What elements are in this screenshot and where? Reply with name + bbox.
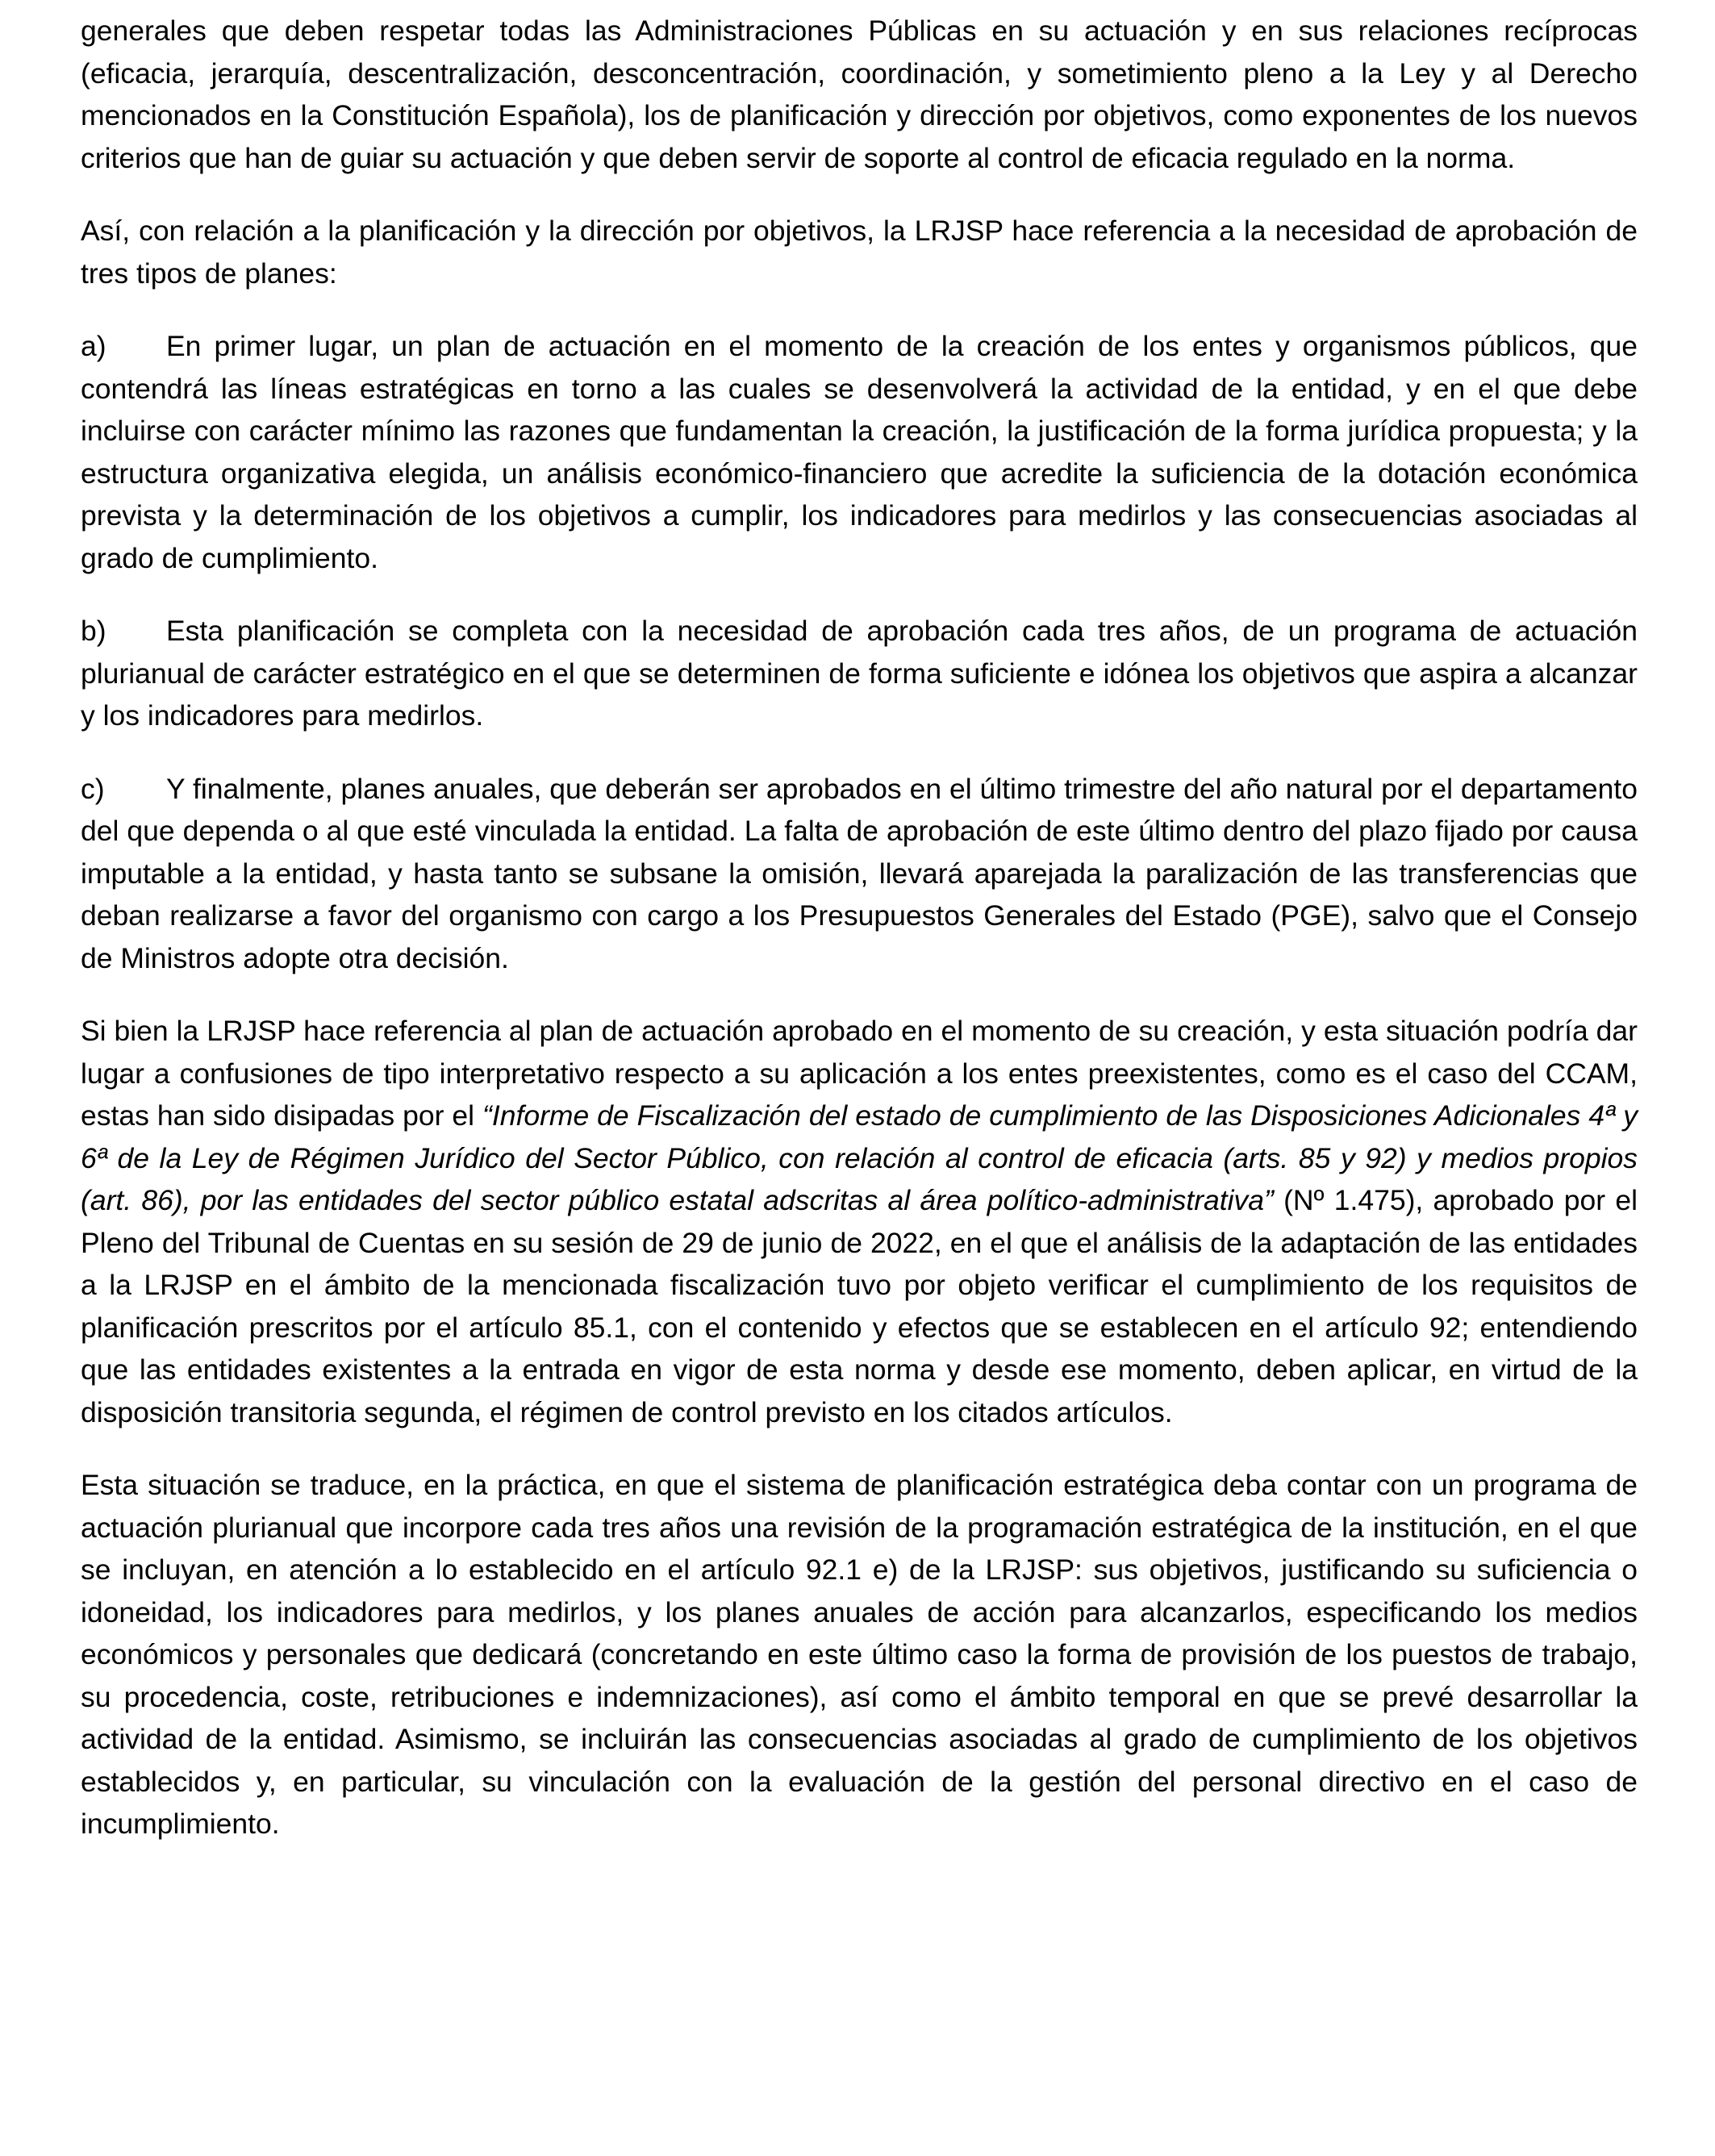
list-item-a: [81, 325, 1638, 579]
list-item-a-text: En primer lugar, un plan de actuación en el momento de la creación de los entes y organismos públicos, que contendrá las líneas estratégicas en torno a las cuales se desenvolverá la actividad de la entidad, y en el que debe incluirse con carácter mínimo las razones que fundamentan la creación, la justificación de la forma jurídica propuesta; y la estructura organizativa elegida, un análisis económico-financiero que acredite la suficiencia de la dotación económica prevista y la determinación de los objetivos a cumplir, los indicadores para medirlos y las consecuencias asociadas al grado de cumplimiento.: [81, 330, 1638, 574]
paragraph-intro: generales que deben respetar todas las Administraciones Públicas en su actuación y en sus relaciones recíprocas (eficacia, jerarquía, descentralización, desconcentración, coordinación, y sometimiento pleno a la Ley y al Derecho mencionados en la Constitución Española), los de planificación y dirección por objetivos, como exponentes de los nuevos criterios que han de guiar su actuación y que deben servir de soporte al control de eficacia regulado en la norma.: [81, 15, 1638, 174]
paragraph-planes-intro: Así, con relación a la planificación y la dirección por objetivos, la LRJSP hace referencia a la necesidad de aprobación de tres tipos de planes:: [81, 215, 1638, 290]
paragraph-informe-lead: Si bien la LRJSP hace referencia al plan de actuación aprobado en el momento de su creación, y esta situación podría dar lugar a confusiones de tipo interpretativo respecto a su aplicación a los entes preexistentes, como es el caso del CCAM, estas han sido disipadas por el: [81, 1015, 1638, 1132]
list-item-b-text: Esta planificación se completa con la necesidad de aprobación cada tres años, de un programa de actuación plurianual de carácter estratégico en el que se determinen de forma suficiente e idónea los objetivos que aspira a alcanzar y los indicadores para medirlos.: [81, 615, 1638, 732]
list-item-c-marker: c): [81, 772, 105, 805]
list-item-b: [81, 610, 1638, 737]
paragraph-informe-fiscalizacion: [81, 1010, 1638, 1433]
list-item-c-text: Y finalmente, planes anuales, que deberán ser aprobados en el último trimestre del año natural por el departamento del que dependa o al que esté vinculada la entidad. La falta de aprobación de este último dentro del plazo fijado por causa imputable a la entidad, y hasta tanto se subsane la omisión, llevará aparejada la paralización de las transferencias que deban realizarse a favor del organismo con cargo a los Presupuestos Generales del Estado (PGE), salvo que el Consejo de Ministros adopte otra decisión.: [81, 772, 1638, 974]
list-item-c: [81, 768, 1638, 980]
paragraph-informe-tail: (Nº 1.475), aprobado por el Pleno del Tribunal de Cuentas en su sesión de 29 de junio de 2022, en el que el análisis de la adaptación de las entidades a la LRJSP en el ámbito de la mencionada fiscalización tuvo por objeto verificar el cumplimiento de los requisitos de planificación prescritos por el artículo 85.1, con el contenido y efectos que se establecen en el artículo 92; entendiendo que las entidades existentes a la entrada en vigor de esta norma y desde ese momento, deben aplicar, en virtud de la disposición transitoria segunda, el régimen de control previsto en los citados artículos.: [81, 1184, 1638, 1428]
paragraph-conclusion: Esta situación se traduce, en la práctica, en que el sistema de planificación estratégica deba contar con un programa de actuación plurianual que incorpore cada tres años una revisión de la programación estratégica de la institución, en el que se incluyan, en atención a lo establecido en el artículo 92.1 e) de la LRJSP: sus objetivos, justificando su suficiencia o idoneidad, los indicadores para medirlos, y los planes anuales de acción para alcanzarlos, especificando los medios económicos y personales que dedicará (concretando en este último caso la forma de provisión de los puestos de trabajo, su procedencia, coste, retribuciones e indemnizaciones), así como el ámbito temporal en que se prevé desarrollar la actividad de la entidad. Asimismo, se incluirán las consecuencias asociadas al grado de cumplimiento de los objetivos establecidos y, en particular, su vinculación con la evaluación de la gestión del personal directivo en el caso de incumplimiento.: [81, 1469, 1638, 1840]
list-item-b-marker: b): [81, 615, 106, 647]
list-item-a-marker: a): [81, 330, 106, 362]
document-body: [81, 10, 1638, 1845]
informe-title-italic: “Informe de Fiscalización del estado de cumplimiento de las Disposiciones Adicionales 4ª y 6ª de la Ley de Régimen Jurídico del Sector Público, con relación al control de eficacia (arts. 85 y 92) y medios propios (art. 86), por las entidades del sector público estatal adscritas al área político-administrativa”: [81, 1099, 1638, 1216]
